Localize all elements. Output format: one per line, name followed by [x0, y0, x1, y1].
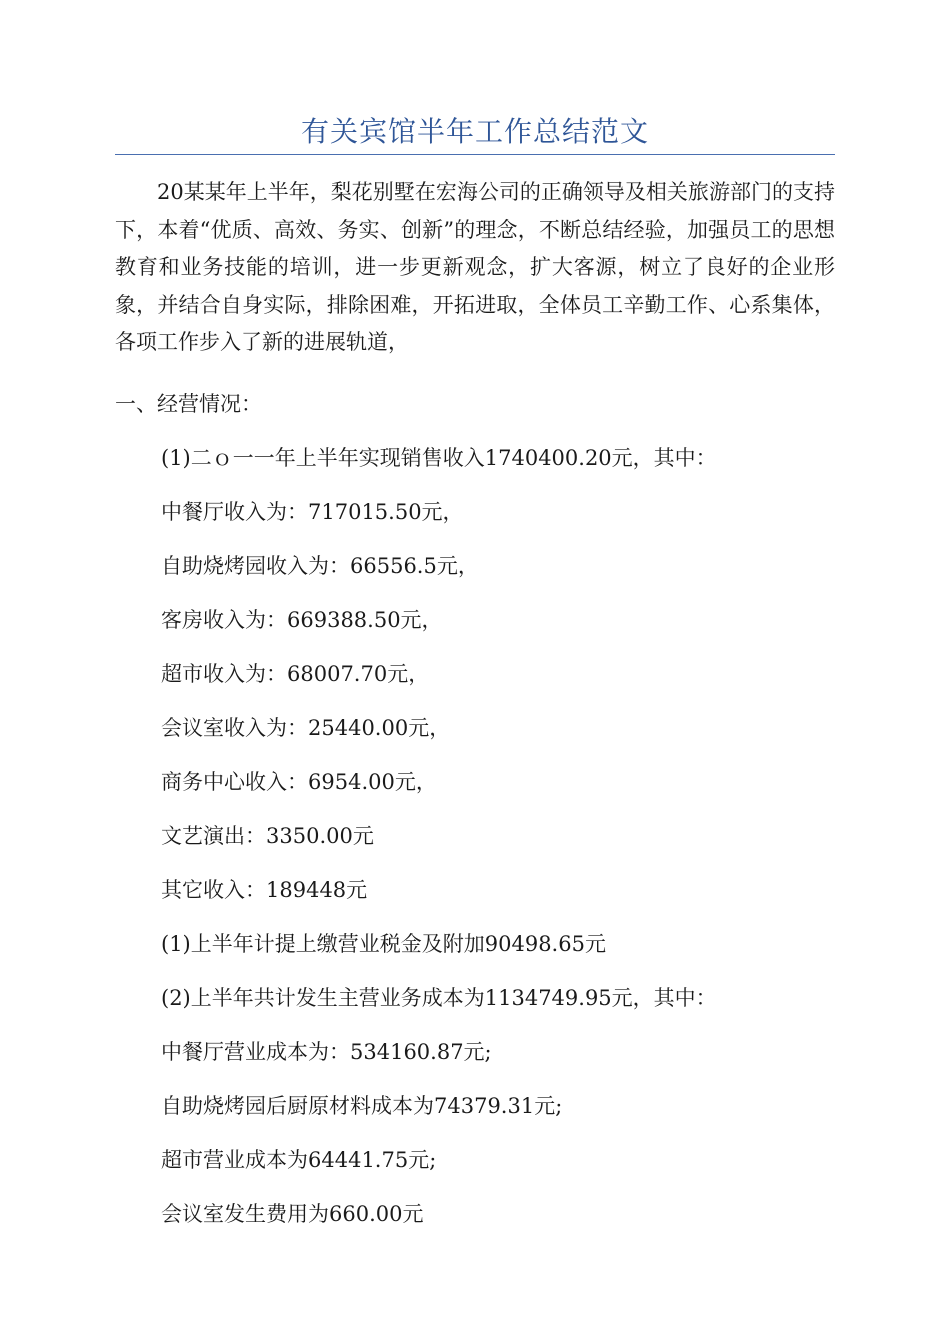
list-item: 客房收入为：669388.50元，	[161, 608, 443, 632]
list-item: 会议室收入为：25440.00元，	[161, 716, 451, 740]
list-item: 自助烧烤园后厨原材料成本为74379.31元;	[161, 1094, 563, 1118]
list-item: 其它收入：189448元	[161, 878, 368, 902]
list-item: 会议室发生费用为660.00元	[161, 1202, 424, 1226]
list-item: (2)上半年共计发生主营业务成本为1134749.95元，其中：	[161, 986, 717, 1010]
list-item: 超市营业成本为64441.75元;	[161, 1148, 437, 1172]
section-heading: 一、经营情况：	[115, 392, 262, 416]
figures-list	[161, 440, 717, 1250]
list-item: 自助烧烤园收入为：66556.5元，	[161, 554, 479, 578]
list-item: 商务中心收入：6954.00元，	[161, 770, 437, 794]
list-item: (1)上半年计提上缴营业税金及附加90498.65元	[161, 932, 606, 956]
list-item: 超市收入为：68007.70元，	[161, 662, 430, 686]
list-item: 中餐厅营业成本为：534160.87元;	[161, 1040, 492, 1064]
intro-paragraph: 20某某年上半年，梨花别墅在宏海公司的正确领导及相关旅游部门的支持下，本着“优质、高效、务实、创新”的理念，不断总结经验，加强员工的思想教育和业务技能的培训，进一步更新观念，扩大客源，树立了良好的企业形象，并结合自身实际，排除困难，开拓进取，全体员工辛勤工作、心系集体，各项工作步入了新的进展轨道，	[115, 180, 835, 354]
list-item: 中餐厅收入为：717015.50元，	[161, 500, 464, 524]
title-underline	[115, 154, 835, 155]
list-item: (1)二ｏ一一年上半年实现销售收入1740400.20元，其中：	[161, 446, 717, 470]
list-item: 文艺演出：3350.00元	[161, 824, 374, 848]
document-title: 有关宾馆半年工作总结范文	[300, 115, 649, 148]
